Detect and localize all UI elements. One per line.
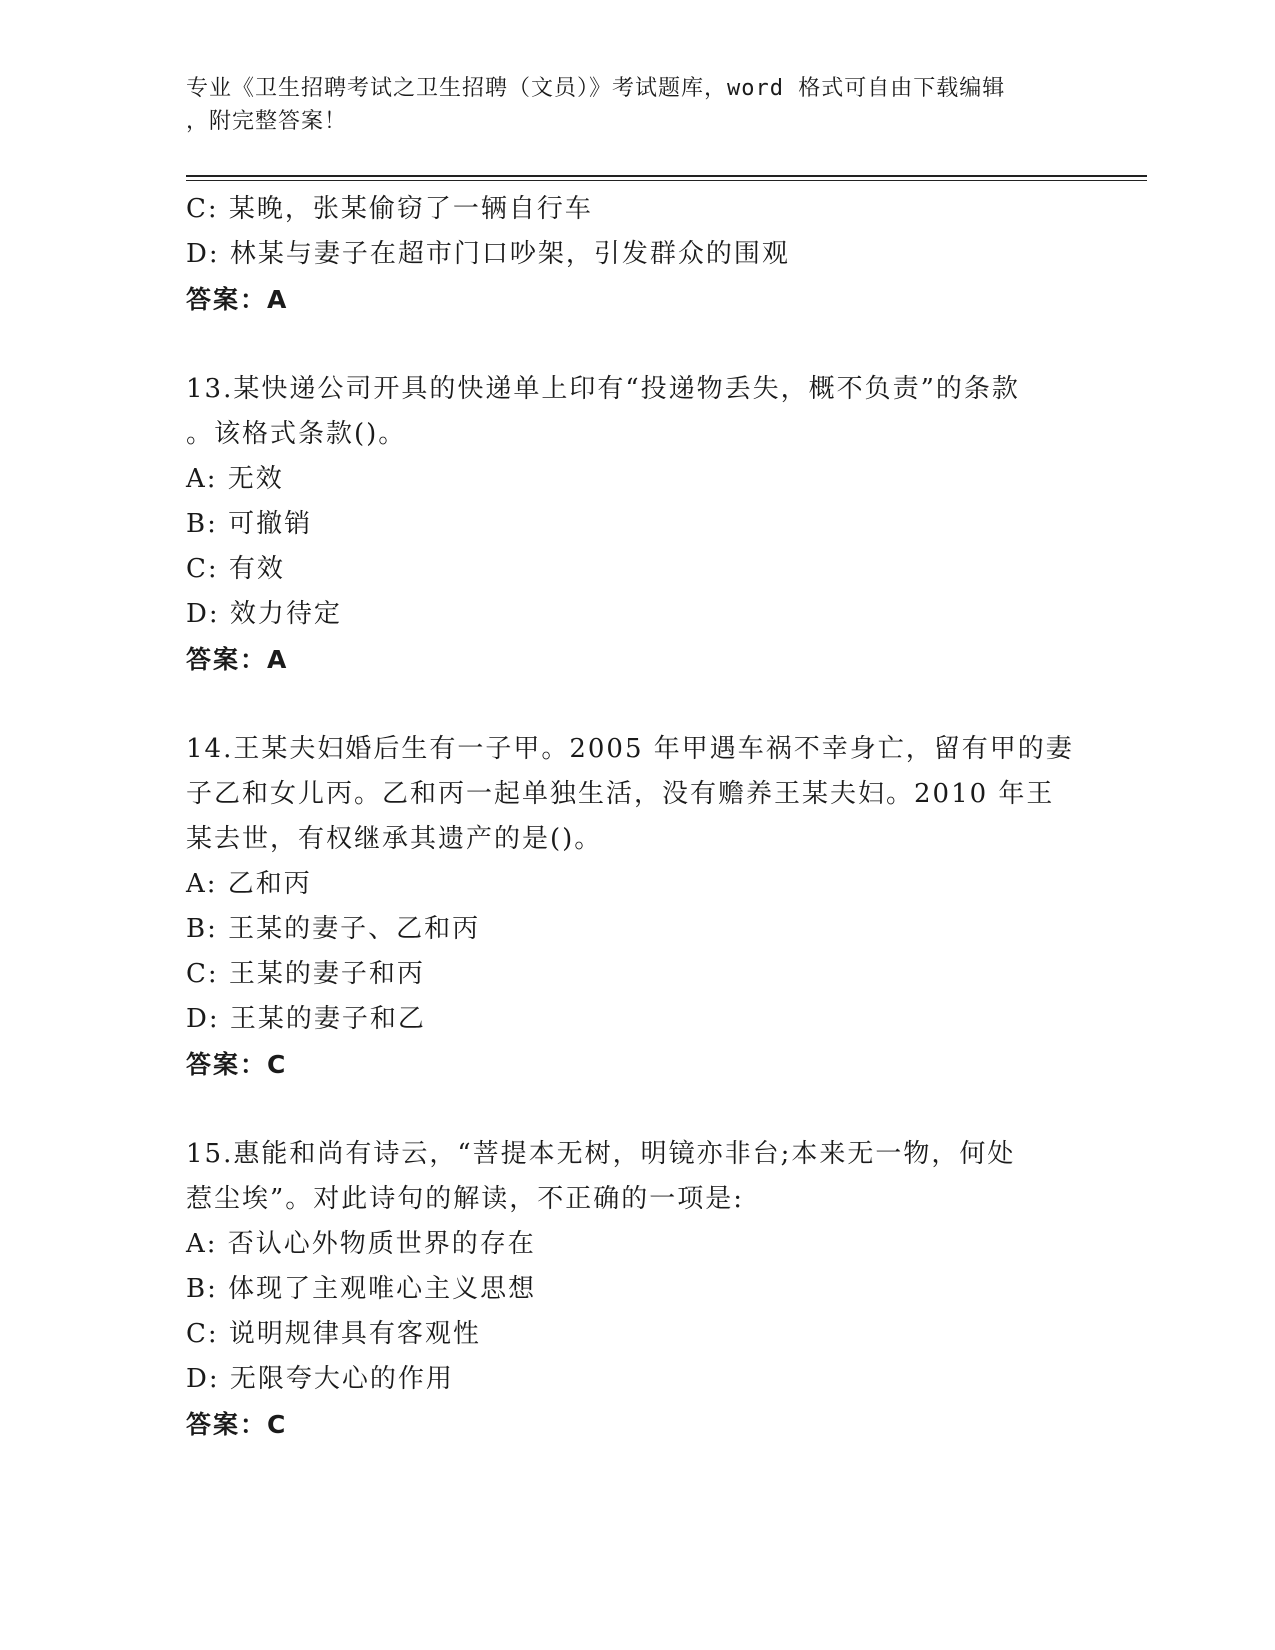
question-14 [186, 727, 1086, 1087]
option-b: B: 体现了主观唯心主义思想 [186, 1274, 537, 1304]
option-d: D: 王某的妻子和乙 [186, 1004, 426, 1034]
question-13 [186, 367, 1086, 682]
option-a: A: 否认心外物质世界的存在 [186, 1229, 536, 1259]
question-text-line: 某去世，有权继承其遗产的是()。 [186, 824, 603, 854]
question-text-line: 惹尘埃”。对此诗句的解读，不正确的一项是: [186, 1184, 745, 1214]
option-c: C: 王某的妻子和丙 [186, 959, 425, 989]
option-a: A: 无效 [186, 464, 284, 494]
answer-label: 答案：A [186, 285, 289, 314]
question-text-line: 15.惠能和尚有诗云，“菩提本无树，明镜亦非台;本来无一物，何处 [186, 1139, 1016, 1169]
answer-label: 答案：A [186, 645, 289, 674]
option-b: B: 可撤销 [186, 509, 313, 539]
question-text-line: 14.王某夫妇婚后生有一子甲。2005 年甲遇车祸不幸身亡，留有甲的妻 [186, 734, 1074, 764]
option-d: D: 林某与妻子在超市门口吵架，引发群众的围观 [186, 239, 790, 269]
question-text-line: 13.某快递公司开具的快递单上印有“投递物丢失，概不负责”的条款 [186, 374, 1020, 404]
answer-label: 答案：C [186, 1050, 288, 1079]
question-content [186, 187, 1086, 1447]
spacer [186, 682, 1086, 727]
page-header [186, 72, 1066, 138]
question-text-line: 子乙和女儿丙。乙和丙一起单独生活，没有赡养王某夫妇。2010 年王 [186, 779, 1055, 809]
option-a: A: 乙和丙 [186, 869, 312, 899]
header-rule-bottom [186, 180, 1147, 181]
option-c: C: 说明规律具有客观性 [186, 1319, 481, 1349]
option-d: D: 效力待定 [186, 599, 342, 629]
option-c: C: 有效 [186, 554, 285, 584]
option-c: C: 某晚，张某偷窃了一辆自行车 [186, 194, 593, 224]
option-d: D: 无限夸大心的作用 [186, 1364, 454, 1394]
header-line-2: ，附完整答案！ [186, 109, 348, 134]
option-b: B: 王某的妻子、乙和丙 [186, 914, 481, 944]
answer-label: 答案：C [186, 1410, 288, 1439]
spacer [186, 322, 1086, 367]
question-text-line: 。该格式条款()。 [186, 419, 407, 449]
header-line-1: 专业《卫生招聘考试之卫生招聘（文员）》考试题库，word 格式可自由下载编辑 [186, 76, 1006, 101]
header-rule-top [186, 175, 1147, 177]
question-15 [186, 1132, 1086, 1447]
spacer [186, 1087, 1086, 1132]
